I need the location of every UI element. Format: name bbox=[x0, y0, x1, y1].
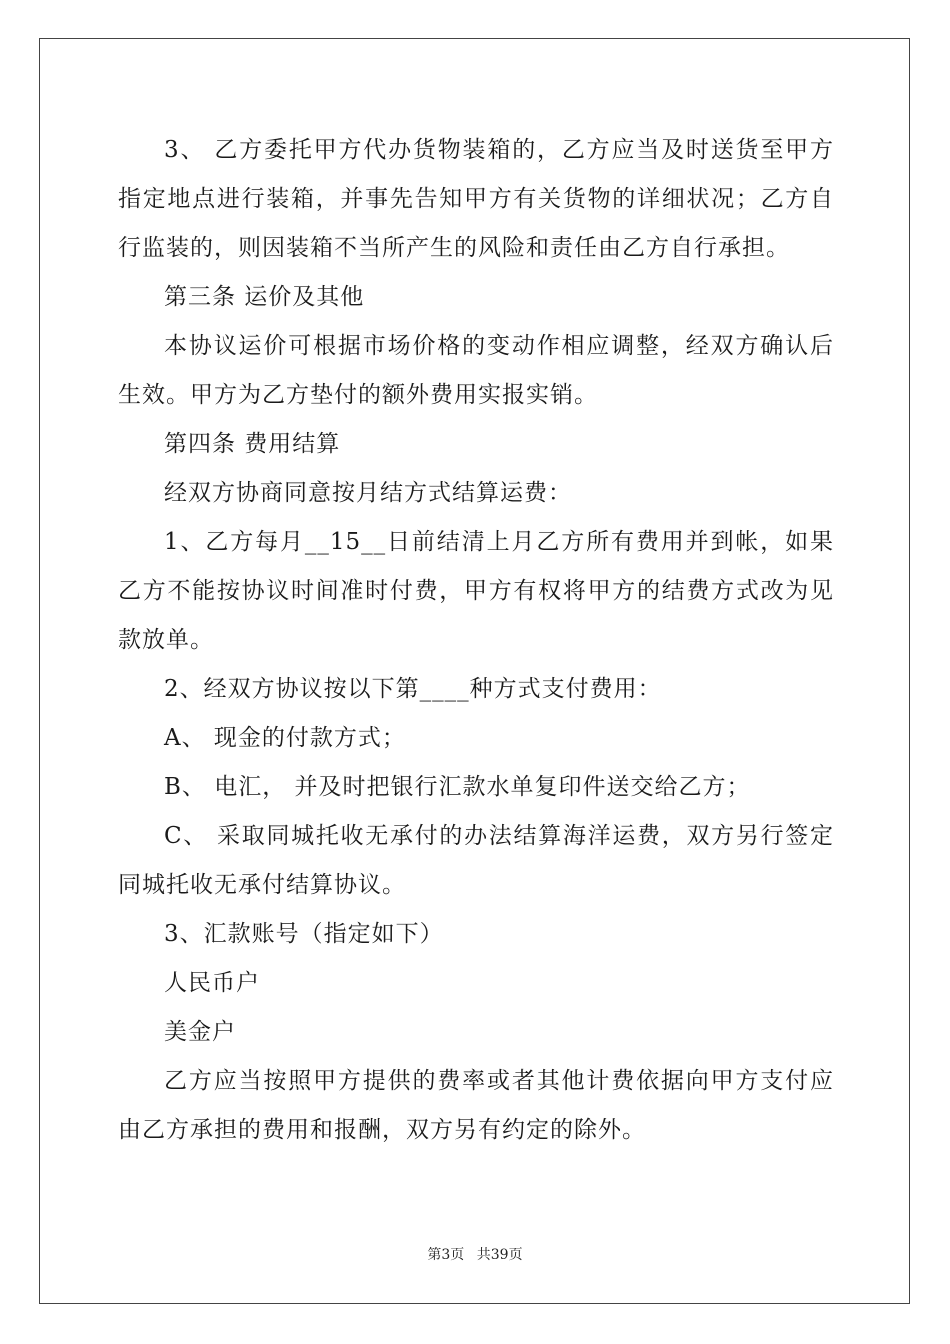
paragraph-fee-obligation: 乙方应当按照甲方提供的费率或者其他计费依据向甲方支付应由乙方承担的费用和报酬，双方另有约定的除外。 bbox=[118, 1068, 834, 1143]
heading-article-4: 第四条 费用结算 bbox=[164, 431, 341, 457]
paragraph-freight-rate: 本协议运价可根据市场价格的变动作相应调整，经双方确认后生效。甲方为乙方垫付的额外费用实报实销。 bbox=[118, 333, 834, 408]
paragraph-payment-deadline: 1、乙方每月__15__日前结清上月乙方所有费用并到帐，如果乙方不能按协议时间准时付费，甲方有权将甲方的结费方式改为见款放单。 bbox=[118, 529, 834, 653]
paragraph-loading-clause: 3、 乙方委托甲方代办货物装箱的，乙方应当及时送货至甲方指定地点进行装箱，并事先告知甲方有关货物的详细状况；乙方自行监装的，则因装箱不当所产生的风险和责任由乙方自行承担。 bbox=[118, 137, 834, 261]
paragraph-account-numbers: 3、汇款账号（指定如下） bbox=[164, 921, 444, 947]
account-usd: 美金户 bbox=[164, 1019, 236, 1045]
option-c-collection: C、 采取同城托收无承付的办法结算海洋运费，双方另行签定同城托收无承付结算协议。 bbox=[118, 823, 834, 898]
paragraph-monthly-settlement: 经双方协商同意按月结方式结算运费： bbox=[164, 480, 572, 506]
page-number: 第3页 bbox=[427, 1247, 465, 1263]
page-footer bbox=[0, 1244, 950, 1264]
account-rmb: 人民币户 bbox=[164, 970, 260, 996]
paragraph-payment-method: 2、经双方协议按以下第____种方式支付费用： bbox=[164, 676, 662, 702]
page-total: 共39页 bbox=[476, 1247, 523, 1263]
document-body bbox=[118, 126, 834, 1155]
heading-article-3: 第三条 运价及其他 bbox=[164, 284, 365, 310]
option-b-wire: B、 电汇， 并及时把银行汇款水单复印件送交给乙方； bbox=[164, 774, 751, 800]
option-a-cash: A、 现金的付款方式； bbox=[164, 725, 406, 751]
